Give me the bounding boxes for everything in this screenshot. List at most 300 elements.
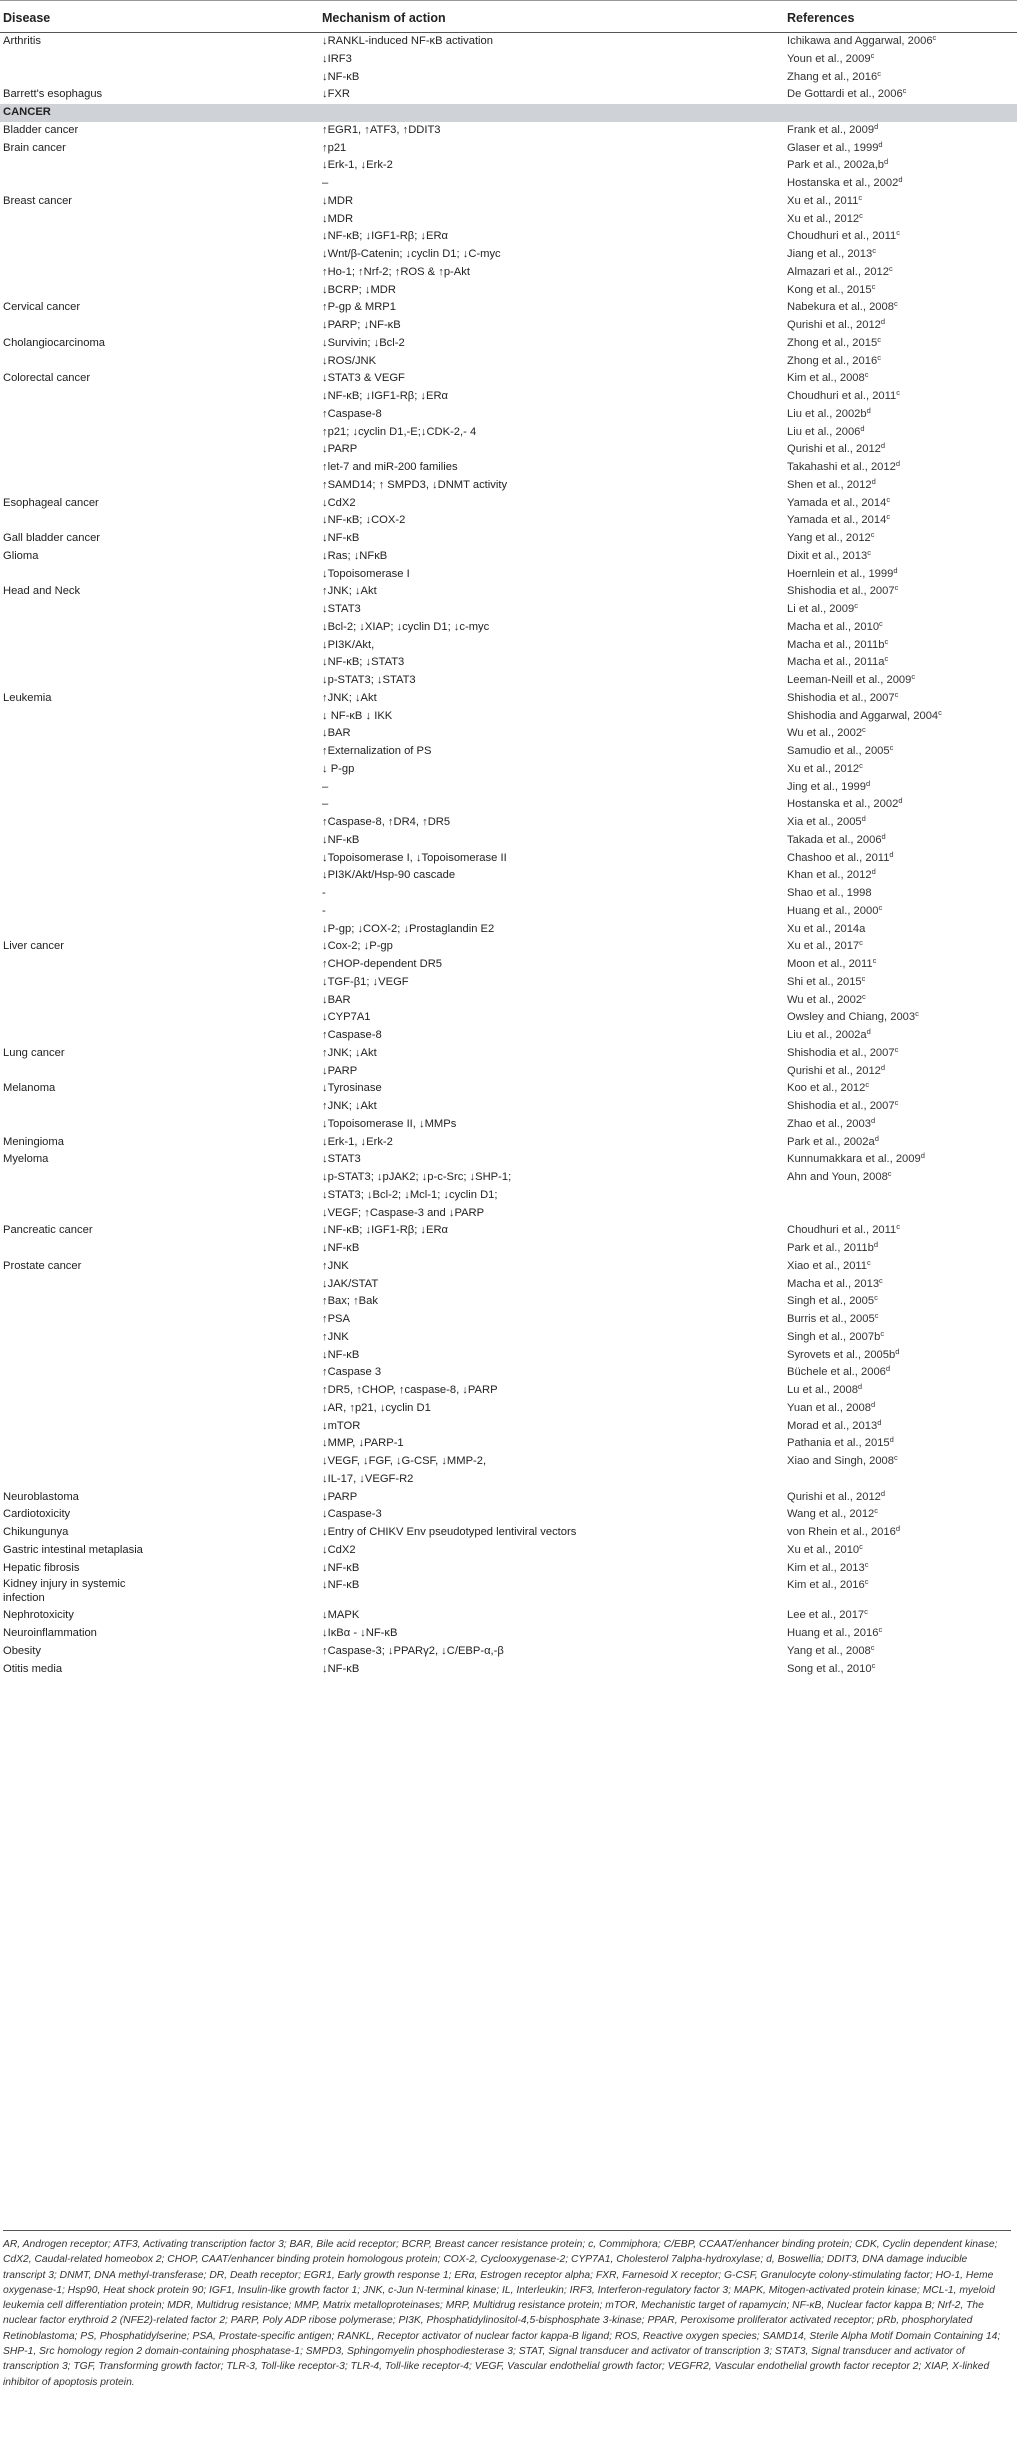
mechanism-cell: ↓NF-κB; ↓IGF1-Rβ; ↓ERα [322,1224,449,1237]
table-row [0,264,1017,282]
reference-text: Park et al., 2011b [787,1242,874,1254]
disease-cell: Otitis media [3,1662,63,1675]
reference-text: Zhang et al., 2016 [787,70,878,83]
table-row [0,122,1017,140]
reference-text: Liu et al., 2002b [787,407,867,420]
table-row [0,619,1017,637]
reference-cell [787,228,1017,246]
disease-cell: Gastric intestinal metaplasia [3,1543,143,1556]
table-row [0,370,1017,388]
table-row [0,1116,1017,1134]
reference-text: Huang et al., 2000 [787,904,879,917]
table-row [0,1435,1017,1453]
reference-cell [787,1009,1017,1027]
table-row [0,441,1017,459]
reference-source-marker: c [861,973,866,983]
reference-cell [787,1577,1017,1595]
reference-text: Leeman-Neill et al., 2009 [787,674,912,686]
table-row [0,353,1017,371]
reference-text: Wu et al., 2002 [787,727,863,740]
disease-cell: Prostate cancer [3,1259,82,1272]
reference-text: Xia et al., 2005 [787,816,862,828]
table-row [0,1400,1017,1418]
reference-cell [787,1524,1017,1542]
disease-cell: Cervical cancer [3,301,81,314]
reference-source-marker: c [894,1098,899,1107]
reference-text: Morad et al., 2013 [787,1419,878,1432]
reference-cell [787,1661,1017,1679]
table-row [0,832,1017,850]
disease-cell: Esophageal cancer [3,496,99,509]
reference-text: Yuan et al., 2008 [787,1401,871,1414]
table-row [0,601,1017,619]
table-row [0,51,1017,69]
table-row [0,1560,1017,1578]
reference-text: Kim et al., 2016 [787,1579,865,1592]
reference-text: De Gottardi et al., 2006 [787,88,903,101]
reference-text: Hoernlein et al., 1999 [787,567,894,580]
reference-cell [787,1643,1017,1661]
table-row [0,1009,1017,1027]
mechanism-cell: ↓Entry of CHIKV Env pseudotyped lentiviral vectors [322,1526,577,1538]
disease-cell: Hepatic fibrosis [3,1561,80,1574]
reference-cell [787,601,1017,619]
table-row [0,992,1017,1010]
table-row [0,690,1017,708]
reference-text: Shao et al., 1998 [787,887,872,899]
mechanism-cell: ↓Caspase-3 [322,1508,382,1521]
reference-text: Xiao and Singh, 2008 [787,1455,894,1467]
table-row [0,175,1017,193]
reference-source-marker: c [871,1660,876,1670]
mechanism-cell: ↓Wnt/β-Catenin; ↓cyclin D1; ↓C-myc [322,248,501,260]
reference-source-marker: c [874,1293,878,1303]
mechanism-cell: ↓Cox-2; ↓P-gp [322,940,393,953]
reference-cell [787,264,1017,282]
mechanism-cell: ↑DR5, ↑CHOP, ↑caspase-8, ↓PARP [322,1384,498,1396]
reference-text: von Rhein et al., 2016 [787,1526,896,1538]
reference-cell [787,1625,1017,1643]
reference-text: Shishodia et al., 2007 [787,585,895,598]
reference-source-marker: c [854,601,858,610]
table-row [0,583,1017,601]
table-row [0,1577,1017,1607]
reference-source-marker: c [938,707,942,717]
table-footnote: AR, Androgen receptor; ATF3, Activating transcription factor 3; BAR, Bile acid receptor; BCRP, Breast cancer resistance protein; c, Commiphora; C/EBP, CCAAT/enhancer binding protein; CDK, Cyclin dependent kinase; CdX2, Caudal-related homeobox 2; CHOP, CAAT/enhancer binding protein homologous protein; COX-2, Cyclooxygenase-2; CYP7A1, Cholesterol 7alpha-hydroxylase; d, Boswellia; DDIT3, DNA damage inducible transcript 3; DNMT, DNA methyl-transferase; DR, Death receptor; EGR1, Early growth response 1; ERα, Estrogen receptor alpha; FXR, Farnesoid X receptor; G-CSF, Granulocyte colony-stimulating factor; HO-1, Heme oxygenase-1; Hsp90, Heat shock protein 90; IGF1, Insulin-like growth factor 1; JNK, c-Jun N-terminal kinase; IL, Interleukin; IRF3, Interferon-regulatory factor 3; MAPK, Mitogen-activated protein kinase; MCL-1, myeloid leukemia cell differentiation protein; MDR, Multidrug resistance; MMP, Matrix metalloproteinases; MRP, Multidrug resistance protein; mTOR, Mechanistic target of rapamycin; NF-κB, Nuclear factor kappa B; Nrf-2, The nuclear factor erythroid 2 (NFE2)-related factor 2; PARP, Poly ADP ribose polymerase; PI3K, Phosphatidylinositol-4,5-bisphosphate 3-kinase; PPAR, Peroxisome proliferator activated receptor; pRb, phosphorylated Retinoblastoma; PS, Phosphatidylserine; PSA, Prostate-specific antigen; RANKL, Receptor activator of nuclear factor kappa-B ligand; ROS, Reactive oxygen species; SAMD14, Sterile Alpha Motif Domain Containing 14; SHP-1, Src homology region 2 domain-containing phosphatase-1; SMPD3, Sphingomyelin phosphodiesterase 3; STAT, Signal transducer and activator of transcription 3; STAT3, Signal transducer and activator of transcription 3; TGF, Transforming growth factor; TLR-3, Toll-like receptor-3; TLR-4, Toll-like receptor-4; VEGF, Vascular endothelial growth factor; VEGFR2, Vascular endothelial growth factor receptor 2; XIAP, X-linked inhibitor of apoptosis protein. [3,2230,1011,2390]
reference-cell [787,583,1017,601]
table-row [0,1276,1017,1294]
table-row [0,814,1017,832]
reference-text: Li et al., 2009 [787,603,855,615]
mechanism-cell: ↑p21 [322,141,347,154]
reference-text: Song et al., 2010 [787,1662,872,1675]
reference-text: Takada et al., 2006 [787,833,882,846]
mechanism-cell: ↓CdX2 [322,496,356,509]
reference-source-marker: d [889,849,894,859]
mechanism-cell: ↓MDR [322,212,354,225]
mechanism-cell: ↓VEGF, ↓FGF, ↓G-CSF, ↓MMP-2, [322,1455,487,1467]
table-row [0,33,1017,51]
reference-text: Samudio et al., 2005 [787,745,890,757]
disease-cell: Brain cancer [3,141,66,154]
mechanism-cell: ↓PI3K/Akt/Hsp-90 cascade [322,869,456,882]
mechanism-cell: ↓mTOR [322,1419,361,1432]
mechanism-cell: ↓IκBα - ↓NF-κB [322,1627,398,1639]
reference-text: Huang et al., 2016 [787,1627,879,1639]
reference-text: Macha et al., 2013 [787,1277,880,1290]
reference-source-marker: c [887,1169,892,1178]
reference-text: Qurishi et al., 2012 [787,443,881,456]
reference-cell [787,1258,1017,1276]
reference-cell [787,1607,1017,1625]
reference-text: Shishodia et al., 2007 [787,691,895,704]
reference-cell [787,335,1017,353]
reference-text: Shen et al., 2012 [787,478,872,491]
mechanism-cell: ↑Ho-1; ↑Nrf-2; ↑ROS & ↑p-Akt [322,265,470,278]
reference-cell [787,921,1017,939]
reference-cell [787,974,1017,992]
reference-source-marker: d [860,423,865,433]
reference-text: Hostanska et al., 2002 [787,177,899,189]
reference-source-marker: c [864,1607,868,1617]
reference-source-marker: c [867,547,871,557]
reference-cell [787,1382,1017,1400]
reference-text: Jing et al., 1999 [787,780,866,793]
reference-text: Zhong et al., 2016 [787,354,878,367]
mechanism-cell: ↓STAT3; ↓Bcl-2; ↓Mcl-1; ↓cyclin D1; [322,1188,498,1201]
mechanism-cell: ↓PARP [322,443,358,456]
reference-cell [787,1293,1017,1311]
table-row [0,193,1017,211]
table-row [0,1347,1017,1365]
reference-text: Xu et al., 2010 [787,1543,860,1556]
table-row [0,1625,1017,1643]
reference-text: Koo et al., 2012 [787,1082,866,1095]
reference-source-marker: d [898,175,903,184]
mechanism-cell: ↓VEGF; ↑Caspase-3 and ↓PARP [322,1206,485,1219]
reference-cell [787,1134,1017,1152]
reference-source-marker: c [896,228,901,238]
reference-source-marker: d [880,1062,886,1072]
table-row [0,779,1017,797]
reference-source-marker: d [866,1027,871,1036]
mechanism-cell: ↓CYP7A1 [322,1011,371,1024]
mechanism-cell: ↑Caspase-3; ↓PPARγ2, ↓C/EBP-α,-β [322,1644,504,1657]
reference-cell [787,1400,1017,1418]
reference-cell [787,299,1017,317]
table-row [0,885,1017,903]
reference-source-marker: c [865,1080,870,1090]
mechanism-cell: ↓Bcl-2; ↓XIAP; ↓cyclin D1; ↓c-myc [322,620,490,633]
reference-cell [787,743,1017,761]
mechanism-cell: ↓Topoisomerase I, ↓Topoisomerase II [322,851,507,864]
reference-text: Hostanska et al., 2002 [787,798,899,811]
reference-source-marker: c [886,512,891,522]
mechanism-cell: ↑CHOP-dependent DR5 [322,958,443,970]
mechanism-cell: - [322,887,326,899]
reference-text: Park et al., 2002a,b [787,159,885,172]
disease-cell: Chikungunya [3,1526,69,1538]
mechanism-cell: ↓NF-κB [322,70,360,83]
reference-text: Pathania et al., 2015 [787,1437,890,1450]
reference-cell [787,867,1017,885]
reference-text: Choudhuri et al., 2011 [787,390,897,402]
reference-source-marker: c [872,246,876,255]
mechanism-cell: ↑Caspase-8 [322,1029,382,1041]
reference-source-marker: d [878,139,883,149]
reference-cell [787,992,1017,1010]
reference-cell [787,619,1017,637]
mechanism-cell: ↓NF-κB; ↓IGF1-Rβ; ↓ERα [322,390,449,402]
mechanism-cell: ↓p-STAT3; ↓pJAK2; ↓p-c-Src; ↓SHP-1; [322,1171,512,1183]
reference-source-marker: c [858,192,863,202]
disease-cell: Cardiotoxicity [3,1508,71,1521]
mechanism-cell: ↑JNK; ↓Akt [322,1100,377,1112]
table-row [0,1205,1017,1223]
reference-source-marker: c [889,743,894,752]
reference-text: Almazari et al., 2012 [787,265,889,278]
reference-text: Jiang et al., 2013 [787,248,873,260]
disease-cell: Melanoma [3,1082,56,1095]
mechanism-cell: – [322,177,329,189]
reference-cell [787,1063,1017,1081]
reference-text: Shishodia and Aggarwal, 2004 [787,709,939,722]
mechanism-cell: ↓NF-κB [322,1579,360,1592]
reference-text: Singh et al., 2007b [787,1330,881,1343]
reference-text: Burris et al., 2005 [787,1313,875,1325]
reference-source-marker: c [894,689,899,699]
reference-source-marker: c [874,1506,879,1516]
section-header-row [0,104,1017,122]
reference-source-marker: d [895,459,901,468]
mechanism-cell: ↓NF-κB [322,833,360,846]
table-row [0,1542,1017,1560]
mechanism-cell: ↓NF-κB [322,1662,360,1675]
reference-source-marker: c [877,68,881,78]
reference-source-marker: d [871,867,876,877]
reference-text: Choudhuri et al., 2011 [787,1224,897,1237]
reference-cell [787,654,1017,672]
table-row [0,459,1017,477]
table-row [0,1661,1017,1679]
table-row [0,406,1017,424]
table-row [0,1240,1017,1258]
mechanism-cell: ↓Topoisomerase II, ↓MMPs [322,1117,457,1130]
reference-source-marker: c [870,50,875,60]
mechanism-cell: ↑p21; ↓cyclin D1,-E;↓CDK-2,- 4 [322,425,477,438]
reference-cell [787,725,1017,743]
reference-cell [787,956,1017,974]
reference-text: Choudhuri et al., 2011 [787,230,897,243]
reference-cell [787,1506,1017,1524]
table-row [0,1045,1017,1063]
table-row [0,743,1017,761]
mechanism-cell: ↓TGF-β1; ↓VEGF [322,975,409,988]
reference-text: Macha et al., 2010 [787,620,880,633]
reference-source-marker: d [870,1115,876,1125]
reference-source-marker: c [880,1328,885,1338]
reference-cell [787,903,1017,921]
reference-source-marker: d [870,1399,876,1409]
reference-text: Ahn and Youn, 2008 [787,1171,888,1183]
reference-source-marker: d [871,476,876,486]
reference-text: Dixit et al., 2013 [787,549,868,562]
reference-text: Büchele et al., 2006 [787,1366,886,1379]
mechanism-cell: ↓IRF3 [322,52,352,65]
mechanism-cell: ↓PI3K/Akt, [322,638,375,651]
reference-source-marker: c [879,1275,883,1285]
reference-cell [787,51,1017,69]
reference-cell [787,441,1017,459]
mechanism-cell: ↓Ras; ↓NFκB [322,549,388,562]
reference-text: Lee et al., 2017 [787,1609,865,1622]
reference-text: Zhong et al., 2015 [787,336,878,349]
mechanism-cell: ↓NF-κB [322,1561,360,1574]
table-row [0,1453,1017,1471]
mechanism-cell: ↓BAR [322,727,351,740]
reference-cell [787,566,1017,584]
table-row [0,956,1017,974]
reference-text: Khan et al., 2012 [787,869,872,882]
table-row [0,512,1017,530]
disease-cell: Breast cancer [3,194,73,207]
table-row [0,211,1017,229]
reference-text: Takahashi et al., 2012 [787,461,896,473]
reference-text: Yamada et al., 2014 [787,496,887,509]
mechanism-cell: ↓NF-κB [322,1348,360,1361]
mechanism-cell: ↑JNK; ↓Akt [322,691,377,704]
reference-source-marker: d [920,1151,925,1161]
reference-text: Syrovets et al., 2005b [787,1348,896,1361]
reference-text: Zhao et al., 2003 [787,1117,871,1130]
mechanism-cell: ↓ NF-κB ↓ IKK [322,709,393,722]
mechanism-cell: ↑P-gp & MRP1 [322,301,396,314]
table-row [0,1187,1017,1205]
mechanism-cell: ↑Bax; ↑Bak [322,1295,378,1308]
reference-source-marker: c [888,263,893,273]
reference-cell [787,1098,1017,1116]
reference-cell [787,637,1017,655]
reference-cell [787,779,1017,797]
mechanism-cell: ↓NF-κB [322,532,360,544]
reference-cell [787,690,1017,708]
mechanism-cell: ↓Survivin; ↓Bcl-2 [322,336,405,349]
reference-source-marker: d [881,831,886,841]
reference-cell [787,1116,1017,1134]
table-row [0,654,1017,672]
reference-source-marker: d [866,405,871,415]
reference-cell [787,814,1017,832]
table-row [0,1524,1017,1542]
mechanism-cell: ↓ P-gp [322,762,355,775]
mechanism-cell: ↓AR, ↑p21, ↓cyclin D1 [322,1401,431,1414]
table-row [0,1607,1017,1625]
reference-source-marker: d [866,778,871,788]
table-row [0,1258,1017,1276]
reference-cell [787,1222,1017,1240]
reference-source-marker: d [885,1364,891,1374]
reference-cell [787,370,1017,388]
table-row [0,725,1017,743]
mechanism-cell: ↓Erk-1, ↓Erk-2 [322,159,393,172]
table-row [0,850,1017,868]
reference-cell [787,850,1017,868]
reference-source-marker: c [859,938,863,948]
reference-text: Xu et al., 2011 [787,194,859,207]
disease-cell: Kidney injury in systemic infection [3,1578,126,1604]
reference-source-marker: c [864,1559,869,1569]
reference-source-marker: c [915,1009,919,1019]
mechanism-cell: ↓Erk-1, ↓Erk-2 [322,1135,393,1148]
reference-source-marker: c [872,956,877,965]
table-row [0,1489,1017,1507]
table-row [0,424,1017,442]
reference-cell [787,1542,1017,1560]
reference-cell [787,69,1017,87]
table-row [0,86,1017,104]
reference-text: Kim et al., 2008 [787,372,865,385]
reference-cell [787,1489,1017,1507]
table-row [0,140,1017,158]
mechanism-cell: ↓MDR [322,194,354,207]
reference-cell [787,1364,1017,1382]
reference-text: Moon et al., 2011 [787,958,873,970]
reference-source-marker: c [871,281,876,291]
reference-source-marker: c [870,1642,875,1652]
table-row [0,1506,1017,1524]
reference-source-marker: c [878,902,883,912]
table-row [0,282,1017,300]
reference-cell [787,708,1017,726]
reference-cell [787,140,1017,158]
table-row [0,1222,1017,1240]
table-row [0,1471,1017,1489]
reference-source-marker: c [878,1625,883,1634]
mechanism-cell: ↓ROS/JNK [322,354,377,367]
reference-cell [787,33,1017,51]
reference-cell [787,317,1017,335]
mechanism-cell: ↓PARP [322,1490,358,1503]
reference-source-marker: c [859,1541,863,1551]
reference-text: Kunnumakkara et al., 2009 [787,1153,921,1166]
reference-text: Nabekura et al., 2008 [787,301,894,314]
reference-source-marker: c [884,636,889,646]
header-mechanism: Mechanism of action [322,11,446,25]
reference-text: Xu et al., 2017 [787,940,860,953]
table-header [0,0,1017,33]
reference-source-marker: c [867,1257,871,1267]
disease-cell: Bladder cancer [3,123,79,136]
mechanism-cell: ↓CdX2 [322,1543,356,1556]
reference-text: Kim et al., 2013 [787,1561,865,1574]
disease-cell: Meningioma [3,1135,64,1148]
reference-source-marker: c [894,1044,899,1054]
table-row [0,388,1017,406]
table-row [0,1364,1017,1382]
reference-text: Chashoo et al., 2011 [787,851,890,864]
reference-source-marker: d [861,814,866,823]
reference-text: Xu et al., 2014a [787,922,866,935]
reference-cell [787,1080,1017,1098]
disease-cell: Pancreatic cancer [3,1224,93,1237]
reference-text: Qurishi et al., 2012 [787,1064,881,1077]
reference-source-marker: d [893,565,898,575]
reference-source-marker: c [879,618,883,628]
disease-cell: Gall bladder cancer [3,532,101,544]
reference-source-marker: c [893,299,898,309]
mechanism-cell: ↑Caspase-8, ↑DR4, ↑DR5 [322,816,451,828]
reference-cell [787,761,1017,779]
